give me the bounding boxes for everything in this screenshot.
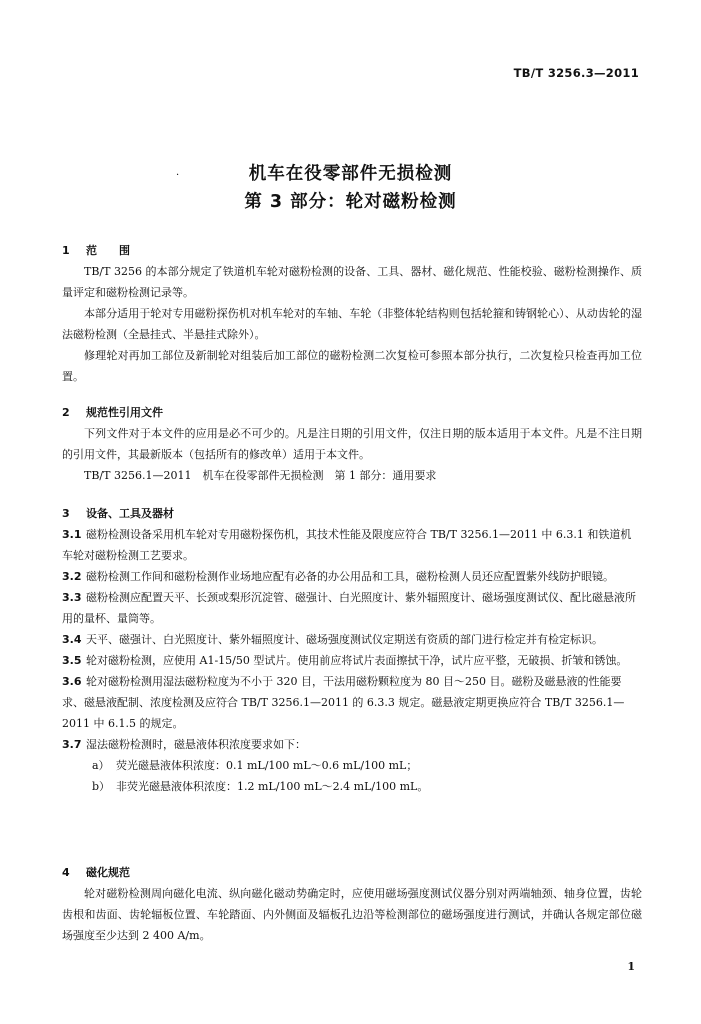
list-item [62, 755, 642, 776]
clause [62, 734, 642, 755]
clause [62, 650, 642, 671]
list-text: 非荧光磁悬液体积浓度：1.2 mL/100 mL～2.4 mL/100 mL。 [116, 780, 429, 793]
paragraph: 下列文件对于本文件的应用是必不可少的。凡是注日期的引用文件，仅注日期的版本适用于本文件。凡是不注日期的引用文件，其最新版本（包括所有的修改单）适用于本文件。 [62, 427, 642, 461]
clause-text: 磁粉检测应配置天平、长颈或梨形沉淀管、磁强计、白光照度计、紫外辐照度计、磁场强度测试仪、配比磁悬液所用的量杯、量筒等。 [62, 591, 636, 625]
paragraph: 本部分适用于轮对专用磁粉探伤机对机车轮对的车轴、车轮（非整体轮结构则包括轮箍和铸钢轮心）、从动齿轮的湿法磁粉检测（全悬挂式、半悬挂式除外）。 [62, 307, 642, 341]
document-title: 机车在役零部件无损检测 [248, 164, 453, 184]
section-3 [62, 503, 642, 797]
list-label: a） [92, 759, 110, 772]
clause [62, 671, 642, 734]
clause-text: 轮对磁粉检测，应使用 A1-15/50 型试片。使用前应将试片表面擦拭干净，试片应平整，无破损、折皱和锈蚀。 [86, 654, 628, 667]
list-text: 荧光磁悬液体积浓度：0.1 mL/100 mL～0.6 mL/100 mL； [116, 759, 418, 772]
clause-number: 3.2 [62, 570, 82, 583]
clause [62, 587, 642, 629]
clause-text: 磁粉检测工作间和磁粉检测作业场地应配有必备的办公用品和工具，磁粉检测人员还应配置紫外线防护眼镜。 [86, 570, 614, 583]
clause [62, 629, 642, 650]
clause-number: 3.6 [62, 675, 82, 688]
section-heading [62, 240, 642, 261]
stray-mark: · [176, 170, 180, 181]
section-title: 磁化规范 [86, 866, 130, 879]
page-number: 1 [627, 960, 635, 973]
section-title: 规范性引用文件 [86, 406, 163, 419]
section-heading [62, 862, 642, 883]
normative-reference: TB/T 3256.1—2011 机车在役零部件无损检测 第 1 部分：通用要求 [84, 469, 437, 482]
section-number: 2 [62, 406, 70, 419]
list-item [62, 776, 642, 797]
paragraph: 轮对磁粉检测周向磁化电流、纵向磁化磁动势确定时，应使用磁场强度测试仪器分别对两端轴颈、轴身位置，齿轮齿根和齿面、齿轮辐板位置、车轮踏面、内外侧面及辐板孔边沿等检测部位的磁场强度进行测试，并确认各规定部位磁场强度至少达到 2 400 A/m。 [62, 887, 642, 942]
clause-number: 3.5 [62, 654, 82, 667]
clause-number: 3.7 [62, 738, 82, 751]
clause-number: 3.3 [62, 591, 82, 604]
clause-text: 天平、磁强计、白光照度计、紫外辐照度计、磁场强度测试仪定期送有资质的部门进行检定并有检定标识。 [86, 633, 603, 646]
section-heading [62, 402, 642, 423]
clause-number: 3.1 [62, 528, 82, 541]
clause [62, 524, 642, 566]
clause-text: 磁粉检测设备采用机车轮对专用磁粉探伤机，其技术性能及限度应符合 TB/T 3256.1—2011 中 6.3.1 和铁道机车轮对磁粉检测工艺要求。 [62, 528, 632, 562]
section-number: 4 [62, 866, 70, 879]
document-subtitle: 第 3 部分：轮对磁粉检测 [244, 192, 457, 212]
clause [62, 566, 642, 587]
section-2 [62, 402, 642, 486]
paragraph: TB/T 3256 的本部分规定了铁道机车轮对磁粉检测的设备、工具、器材、磁化规范、性能校验、磁粉检测操作、质量评定和磁粉检测记录等。 [62, 265, 642, 299]
standard-code: TB/T 3256.3—2011 [513, 66, 639, 80]
section-1 [62, 240, 642, 387]
clause-text: 湿法磁粉检测时，磁悬液体积浓度要求如下： [86, 738, 306, 751]
section-heading [62, 503, 642, 524]
section-4 [62, 862, 642, 946]
section-title: 设备、工具及器材 [86, 507, 174, 520]
paragraph: 修理轮对再加工部位及新制轮对组装后加工部位的磁粉检测二次复检可参照本部分执行，二次复检只检查再加工位置。 [62, 349, 642, 383]
list-label: b） [92, 780, 111, 793]
section-title: 范 围 [86, 244, 130, 257]
clause-number: 3.4 [62, 633, 82, 646]
clause-text: 轮对磁粉检测用湿法磁粉粒度为不小于 320 目，干法用磁粉颗粒度为 80 目～250 目。磁粉及磁悬液的性能要求、磁悬液配制、浓度检测及应符合 TB/T 3256.1—2011 的 6.3.3 规定。磁悬液定期更换应符合 TB/T 3256.1—2011 中 6.1.5 的规定。 [62, 675, 625, 730]
section-number: 3 [62, 507, 70, 520]
section-number: 1 [62, 244, 70, 257]
